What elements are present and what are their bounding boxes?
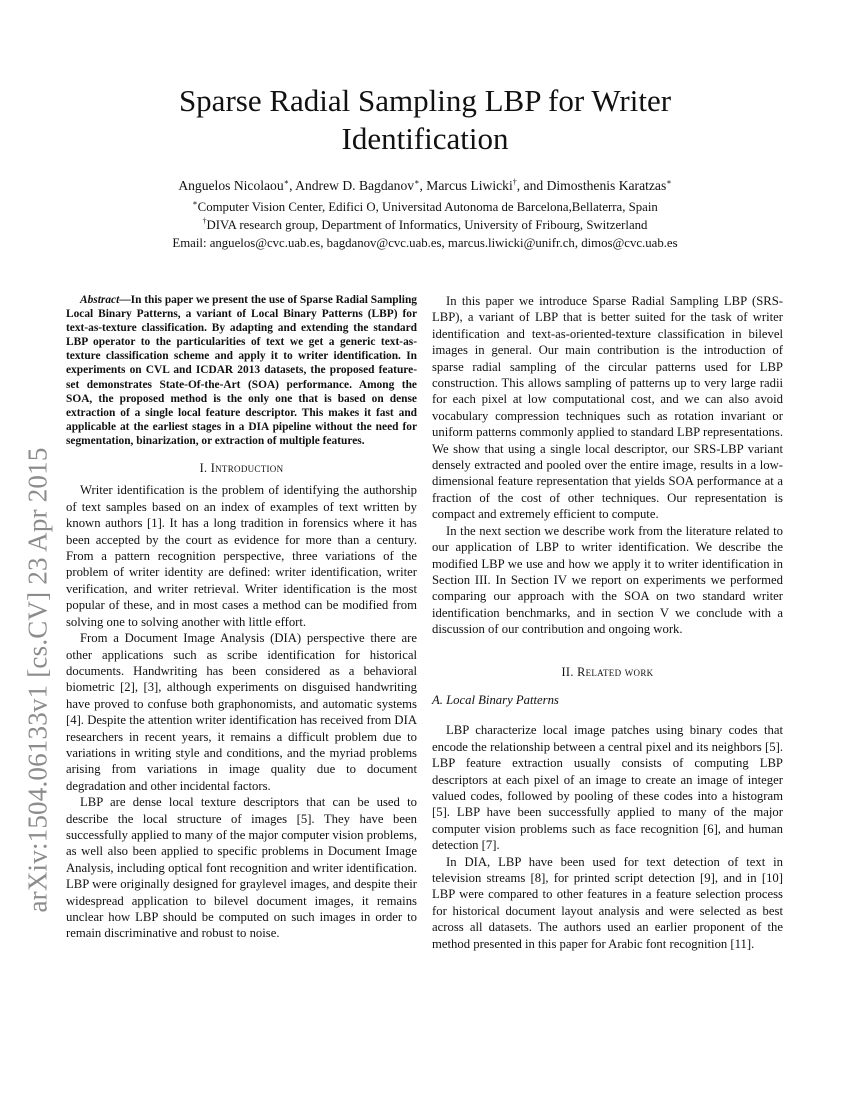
intro-paragraph-3: LBP are dense local texture descriptors that can be used to describe the local structure of images [5]. They have been successfully applied to many of the major computer vision problems, as well also been applied to specific problems in Document Image Analysis, including optical font recognition and writer identification. LBP were originally designed for graylevel images, and despite their widespread application to bilevel document images, it remains unclear how LBP should be computed on such images in order to remain discriminative and robust to noise.: [66, 795, 417, 941]
title-line-1: Sparse Radial Sampling LBP for Writer: [178, 83, 672, 118]
abstract-label: Abstract: [80, 294, 120, 306]
intro-paragraph-1: Writer identification is the problem of identifying the authorship of text samples based on an index of examples of text written by known authors [1]. It has a long tradition in forensics where it has been accepted by the court as evidence for more than a century. From a pattern recognition perspective, three variations of the problem of writer identity are defined: writer identification, writer verification, and writer retrieval. Writer identification is the most popular of these, and in most cases a method can be modified from solving one to solving another with little effort.: [66, 483, 417, 629]
author-mark: †: [512, 177, 517, 187]
abstract-text: —In this paper we present the use of Sparse Radial Sampling Local Binary Patterns, a variant of Local Binary Patterns (LBP) for text-as-texture classification. By adapting and extending the standard LBP operator to the particularities of text we get a generic text-as-texture classification scheme and apply it to writer identification. In experiments on CVL and ICDAR 2013 datasets, the proposed feature-set demonstrates State-Of-the-Art (SOA) performance. Among the SOA, the proposed method is the only one that is based on dense extraction of a single local feature descriptor. This makes it fast and applicable at the earliest stages in a DIA pipeline without the need for segmentation, binarization, or extraction of multiple features.: [66, 294, 417, 447]
author: Andrew D. Bagdanov: [295, 178, 415, 193]
author-emails: [70, 235, 780, 252]
author-mark: ∗: [666, 177, 672, 187]
author-mark: ∗: [414, 177, 420, 187]
author: Marcus Liwicki: [426, 178, 513, 193]
author-list: [70, 177, 780, 195]
section-heading-related-work: [432, 664, 783, 680]
section-title: Related work: [577, 664, 654, 679]
related-paragraph-1: LBP characterize local image patches using binary codes that encode the relationship between a central pixel and its neighbors [5]. LBP feature extraction usually consists of computing LBP descriptors at each pixel of an image to create an image of integer valued codes, followed by pooling of these codes into a histogram [5]. LBP have been successfully applied to many of the major computer vision problems such as face recognition [6], and human detection [7].: [432, 723, 783, 853]
affiliation-text: Computer Vision Center, Edifici O, Universitad Autonoma de Barcelona,Bellaterra, Spain: [197, 200, 658, 214]
email-line: Email: anguelos@cvc.uab.es, bagdanov@cvc.uab.es, marcus.liwicki@unifr.ch, dimos@cvc.uab.es: [172, 236, 678, 250]
affiliation-mark: ∗: [192, 198, 198, 208]
section-heading-introduction: [66, 460, 417, 476]
section-number: I.: [199, 461, 208, 476]
right-column: [432, 293, 783, 952]
outline-paragraph: In the next section we describe work from the literature related to our application of LBP to writer identification. We describe the modified LBP we use and how we apply it to writer identification in Section III. In Section IV we report on experiments we performed comparing our approach with the SOA on two standard writer identification benchmarks, and in section V we conclude with a discussion of our contribution and ongoing work.: [432, 523, 783, 637]
author-separator: ,: [289, 178, 296, 193]
related-paragraph-2: In DIA, LBP have been used for text detection of text in television streams [8], for printed script detection [9], and in [10] LBP were compared to other features in a feature selection process for historical document layout analysis and were selected as best across all datasets. The authors used an earlier proponent of the method presented in this paper for Arabic font recognition [11].: [432, 854, 783, 951]
title-line-2: Identification: [341, 121, 509, 156]
affiliation-mark: †: [202, 216, 207, 226]
author: Dimosthenis Karatzas: [546, 178, 667, 193]
subsection-heading-lbp: A. Local Binary Patterns: [432, 692, 559, 707]
author-separator: ,: [419, 178, 427, 193]
abstract: [66, 293, 417, 448]
author: Anguelos Nicolaou: [178, 178, 284, 193]
left-column: [66, 293, 417, 942]
section-number: II.: [561, 664, 574, 679]
author-mark: ∗: [283, 177, 290, 187]
paper-title: [110, 82, 740, 158]
author-separator: , and: [516, 178, 547, 193]
section-title: Introduction: [210, 461, 284, 476]
affiliation-diva: [70, 217, 780, 234]
affiliation-text: DIVA research group, Department of Informatics, University of Fribourg, Switzerland: [206, 218, 648, 232]
affiliation-cvc: [70, 199, 780, 216]
intro-paragraph-2: From a Document Image Analysis (DIA) perspective there are other applications such as scribe identification for historical documents. Handwriting has been considered as a behavioral biometric [2], [3], although experiments on disguised handwriting have proved to confuse both graphonomists, and automatic systems [4]. Despite the attention writer identification has received from DIA researchers in recent years, it remains a difficult problem due to variations in writing style and conditions, and the myriad problems arising from variations in image quality due to document degradation and other incidental factors.: [66, 631, 417, 793]
arxiv-identifier: arXiv:1504.06133v1 [cs.CV] 23 Apr 2015: [22, 447, 53, 913]
contribution-paragraph: In this paper we introduce Sparse Radial Sampling LBP (SRS-LBP), a variant of LBP that is better suited for the task of writer identification and text-as-oriented-texture classification in bilevel images in general. Our main contribution is the introduction of sparse radial sampling of the circular patterns used for LBP construction. This allows sampling of patterns up to very large radii for each pixel at low computational cost, and we can also avoid vocabulary compression techniques such as rotation invariant or uniform patterns commonly applied to standard LBP representations. We show that using a single local descriptor, our SRS-LBP variant densely extracted and pooled over the entire image, results in a low-dimensional feature representation that yields SOA performance at a fraction of the cost of other techniques. Our representation is compact and extremely efficient to compute.: [432, 294, 783, 522]
